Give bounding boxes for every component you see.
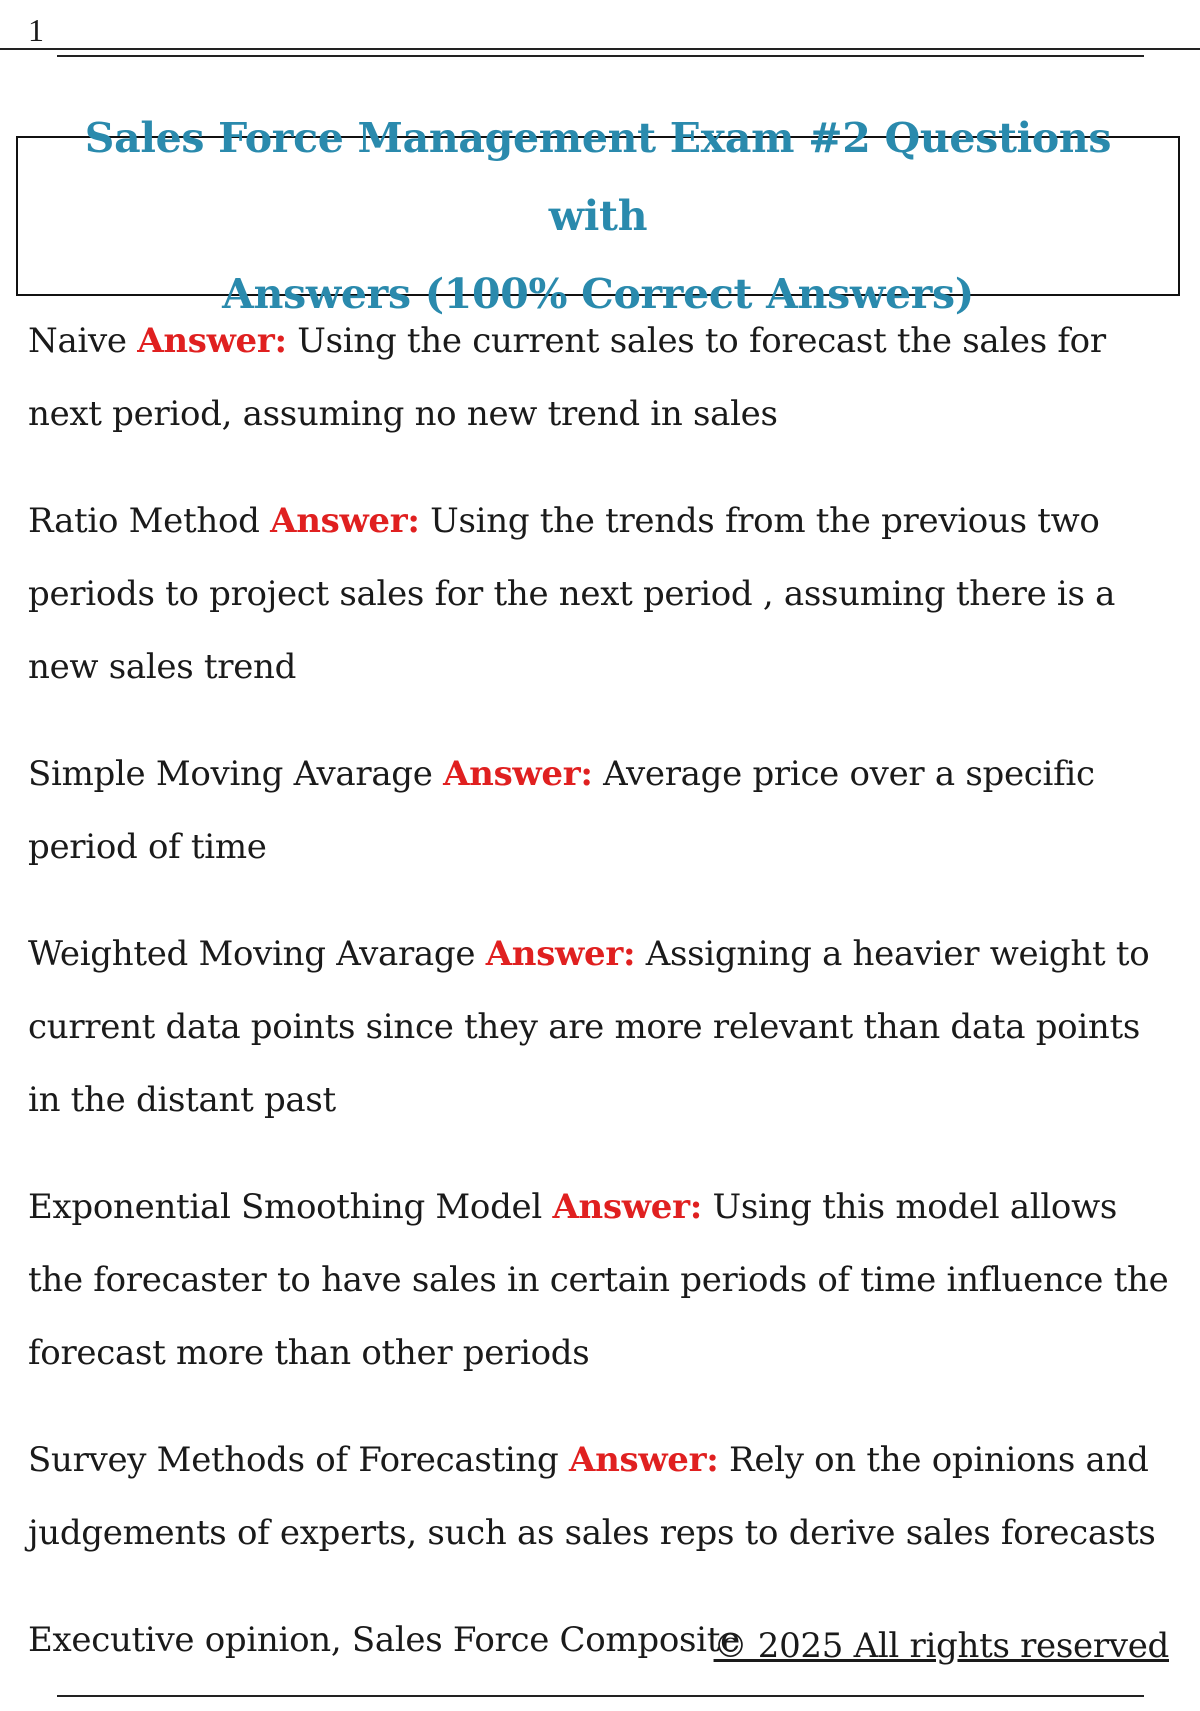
- answer-label: Answer:: [443, 754, 593, 794]
- trailing-text: Executive opinion, Sales Force Composite: [28, 1620, 740, 1660]
- qa-item: [28, 1171, 1178, 1390]
- qa-term: Survey Methods of Forecasting: [28, 1440, 559, 1480]
- qa-answer: Rely on the opinions and judgements of experts, such as sales reps to derive sales forecasts: [28, 1440, 1156, 1553]
- qa-list: [28, 305, 1178, 1711]
- qa-item: [28, 1424, 1178, 1570]
- qa-answer: Using the current sales to forecast the sales for next period, assuming no new trend in sales: [28, 321, 1106, 434]
- qa-term: Ratio Method: [28, 501, 260, 541]
- answer-label: Answer:: [552, 1187, 702, 1227]
- qa-answer: Assigning a heavier weight to current data points since they are more relevant than data points in the distant past: [28, 934, 1150, 1120]
- qa-term: Simple Moving Avarage: [28, 754, 433, 794]
- qa-answer: Average price over a specific period of time: [28, 754, 1095, 867]
- copyright-notice: © 2025 All rights reserved: [713, 1626, 1169, 1666]
- qa-answer: Using the trends from the previous two periods to project sales for the next period , assuming there is a new sales trend: [28, 501, 1116, 687]
- qa-answer: Using this model allows the forecaster to have sales in certain periods of time influence the forecast more than other periods: [28, 1187, 1169, 1373]
- document-title: [18, 99, 1178, 333]
- answer-label: Answer:: [569, 1440, 719, 1480]
- answer-label: Answer:: [485, 934, 636, 974]
- title-line-1: Sales Force Management Exam #2 Questions with: [84, 114, 1112, 240]
- title-line-2: Answers (100% Correct Answers): [222, 270, 974, 318]
- title-box: [16, 114, 1180, 318]
- header-rule-top: [0, 48, 1200, 50]
- header-rule-bottom: [57, 55, 1144, 57]
- qa-term: Exponential Smoothing Model: [28, 1187, 542, 1227]
- answer-label: Answer:: [137, 321, 287, 361]
- qa-term: Naive: [28, 321, 127, 361]
- qa-item: [28, 738, 1178, 884]
- answer-label: Answer:: [270, 501, 420, 541]
- page-number: 1: [28, 12, 44, 48]
- qa-item: [28, 918, 1178, 1137]
- footer-rule: [57, 1695, 1144, 1697]
- qa-item: [28, 485, 1178, 704]
- qa-term: Weighted Moving Avarage: [28, 934, 476, 974]
- qa-item: [28, 305, 1178, 451]
